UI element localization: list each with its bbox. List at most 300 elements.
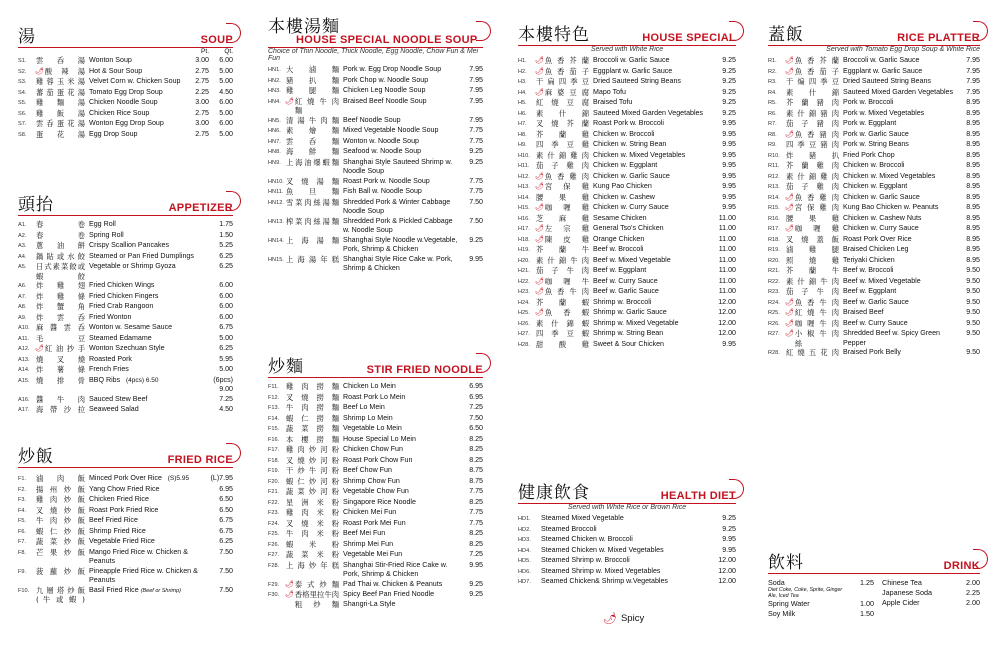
item-code: R22. xyxy=(768,278,780,285)
item-chinese xyxy=(535,130,593,140)
item-name: Mango Fried Rice w. Chicken & Peanuts xyxy=(89,547,188,565)
soup-section xyxy=(18,20,233,140)
item-chinese-text: 九 層 塔 炒 飯 ( 牛 或 蝦 ) xyxy=(36,585,85,604)
chili-icon: 🌶 xyxy=(535,56,544,64)
menu-item xyxy=(768,266,980,277)
item-code: F3. xyxy=(18,497,27,503)
menu-item xyxy=(18,355,233,366)
item-chinese xyxy=(35,56,89,66)
item-name: Pork w. Mixed Vegetables xyxy=(843,108,925,117)
menu-item xyxy=(768,56,980,67)
item-chinese-text: 魚 香 牛 肉 xyxy=(794,297,839,307)
item-code: H8. xyxy=(518,131,527,138)
item-chinese-text: 炸 豬 扒 xyxy=(786,150,839,160)
item-name: Chicken w. Broccoli xyxy=(593,129,655,138)
item-chinese-text: 素 什 錦 雞 肉 xyxy=(536,150,589,160)
item-price: 7.50 xyxy=(219,566,233,575)
menu-item xyxy=(518,577,736,588)
item-name: Broccoli w. Garlic Sauce xyxy=(593,56,670,64)
menu-item xyxy=(518,340,736,351)
menu-item xyxy=(268,403,483,414)
item-chinese-text: 酸 辣 湯 xyxy=(44,66,85,76)
item-chinese xyxy=(285,498,343,508)
item-chinese xyxy=(35,344,89,354)
item-code: HN2. xyxy=(268,77,281,84)
item-price: 7.75 xyxy=(469,176,483,185)
item-name: Vegetable or Shrimp Gyoza xyxy=(89,262,176,270)
chili-icon: 🌶 xyxy=(535,66,544,75)
item-code: F4. xyxy=(18,507,27,514)
item-chinese-text: 魚 香 芥 蘭 xyxy=(794,56,839,65)
item-chinese xyxy=(285,508,343,518)
menu-item xyxy=(18,302,233,313)
menu-item xyxy=(768,109,980,120)
item-code: R16. xyxy=(768,215,780,222)
menu-item xyxy=(18,231,233,242)
item-chinese xyxy=(285,255,343,265)
item-code: H14. xyxy=(518,194,530,201)
item-price-alt: (6pcs) 9.00 xyxy=(213,375,233,393)
item-chinese-text: 咖 喱 雞 xyxy=(544,203,589,212)
menu-item xyxy=(518,266,736,277)
item-name: Shrimp Fried Rice xyxy=(89,526,146,535)
item-chinese-text: 魚 旦 麵 xyxy=(286,187,339,196)
item-chinese-text: 滷 雞 腿 xyxy=(786,245,839,254)
item-name: Chicken Mei Fun xyxy=(343,508,397,516)
item-chinese-text: 叉 燒 撈 麵 xyxy=(286,392,339,402)
item-name: Dried Sauteed String Beans xyxy=(843,77,931,85)
item-price: 9.95 xyxy=(722,129,736,138)
menu-item xyxy=(768,319,980,330)
item-code: R9. xyxy=(768,142,777,148)
item-price: 7.95 xyxy=(469,65,483,73)
item-chinese xyxy=(285,519,343,529)
item-chinese-text: 蝦 米 粉 xyxy=(286,539,339,549)
item-name: Chicken w. String Bean xyxy=(593,140,667,148)
item-chinese xyxy=(35,334,89,344)
item-name: Wonton w. Sesame Sauce xyxy=(89,323,173,331)
menu-item xyxy=(518,193,736,204)
item-name: House Special Lo Mein xyxy=(343,434,416,443)
item-price: 1.75 xyxy=(219,220,233,228)
item-chinese-text: 茄 子 雞 肉 xyxy=(786,182,839,191)
appetizer-list xyxy=(18,220,233,416)
menu-item xyxy=(768,256,980,267)
menu-item xyxy=(18,119,233,130)
item-chinese-text: 醬 牛 肉 xyxy=(36,394,85,404)
item-chinese-text: 照 燒 雞 xyxy=(786,255,839,265)
item-chinese xyxy=(785,329,843,348)
menu-item xyxy=(518,161,736,172)
item-chinese-text: 本 樓 撈 麵 xyxy=(286,434,339,444)
item-chinese-text: 叉 燒 蓋 飯 xyxy=(786,234,839,244)
item-code: HN10. xyxy=(268,178,284,185)
item-chinese-text: 雞 肉 米 粉 xyxy=(286,508,339,517)
hs-list xyxy=(518,56,736,350)
item-code: R2. xyxy=(768,68,777,75)
item-price: 9.25 xyxy=(469,579,483,588)
item-chinese-text: 叉 燒 芥 蘭 xyxy=(536,119,589,128)
item-price: 8.95 xyxy=(966,108,980,117)
item-price: 6.95 xyxy=(469,382,483,390)
item-name: Beef Mei Fun xyxy=(343,529,386,537)
item-chinese xyxy=(285,198,343,208)
item-code: A5. xyxy=(18,264,27,270)
item-price-pt: 2.75 xyxy=(195,77,209,85)
item-chinese xyxy=(535,88,593,98)
item-chinese-text: 揚 州 炒 飯 xyxy=(36,484,85,494)
item-chinese xyxy=(285,236,343,246)
item-code: HD3. xyxy=(518,537,531,543)
item-chinese-text: 芥 蘭 雞 xyxy=(536,129,589,139)
chili-icon: 🌶 xyxy=(285,579,294,588)
menu-item xyxy=(268,198,483,217)
rp-header xyxy=(768,18,980,44)
menu-item xyxy=(518,109,736,120)
item-chinese xyxy=(285,477,343,487)
menu-item xyxy=(518,172,736,183)
item-name: Braised Chicken Leg xyxy=(843,245,909,253)
item-code: R20. xyxy=(768,257,780,264)
chili-icon: 🌶 xyxy=(785,329,794,337)
stirfried-title-cn: 炒麵 xyxy=(268,357,304,377)
appetizer-title-en: APPETIZER xyxy=(168,202,233,214)
item-code: A8. xyxy=(18,304,27,310)
item-name: Chicken w. Garlic Sauce xyxy=(843,192,920,201)
item-price: 12.00 xyxy=(718,577,736,585)
item-chinese xyxy=(535,98,593,108)
friedrice-title-en: FRIED RICE xyxy=(167,454,233,466)
item-chinese xyxy=(535,308,593,318)
item-chinese xyxy=(285,540,343,550)
drink-name: Soy Milk xyxy=(768,609,796,618)
item-name: Wonton Soup xyxy=(89,56,132,64)
item-name: French Fries xyxy=(89,365,129,373)
menu-item xyxy=(18,485,233,496)
item-code: H25. xyxy=(518,310,530,316)
item-name: Mixed Vegetable Noodle Soup xyxy=(343,126,439,134)
item-price-qt: 6.00 xyxy=(219,119,233,127)
item-name: Wonton Szechuan Style xyxy=(89,344,165,352)
item-code: R4. xyxy=(768,89,777,96)
item-name: Roast Pork Fried Rice xyxy=(89,505,159,514)
item-name: Beef w. Broccoli xyxy=(593,245,644,253)
item-chinese xyxy=(785,130,843,140)
item-size-price: (4pcs) 6.50 xyxy=(124,376,159,384)
chili-icon: 🌶 xyxy=(785,129,794,138)
item-name: Beef w. Mixed Vegetable xyxy=(843,276,921,285)
menu-item xyxy=(518,130,736,141)
item-chinese-text: 咖 喱 牛 xyxy=(544,276,589,286)
item-chinese xyxy=(285,177,343,187)
item-price: 8.75 xyxy=(469,466,483,474)
item-name: Steamed Chicken w. Mixed Vegetables xyxy=(541,545,664,554)
item-name: Beef Chow Fun xyxy=(343,466,392,474)
drink-title-en: DRINK xyxy=(943,560,980,572)
item-note: (Beef or Shrimp) xyxy=(140,587,182,594)
item-chinese-text: 牛 肉 撈 麵 xyxy=(286,403,339,412)
item-chinese-text: 炸 薯 條 xyxy=(36,365,85,374)
item-chinese-text: 茄 子 牛 肉 xyxy=(536,266,589,275)
item-chinese xyxy=(785,88,843,98)
item-chinese xyxy=(35,292,89,302)
item-chinese-text: 蕃茄蛋花湯 xyxy=(36,87,85,97)
menu-item xyxy=(268,487,483,498)
item-price: 9.25 xyxy=(722,524,736,533)
item-chinese-text: 甜 酸 雞 xyxy=(536,339,589,349)
item-chinese xyxy=(35,506,89,516)
item-name: Teriyaki Chicken xyxy=(843,255,895,264)
item-chinese xyxy=(785,287,843,297)
item-code: F2. xyxy=(18,486,27,493)
item-chinese xyxy=(535,266,593,276)
item-name: Shredded Pork & Pickled Cabbage w. Noodle Soup xyxy=(343,216,453,234)
item-chinese xyxy=(285,580,343,590)
item-name: Pineapple Fried Rice w. Chicken & Peanuts xyxy=(89,566,198,584)
item-price: 11.00 xyxy=(718,213,736,222)
item-chinese xyxy=(785,77,843,87)
menu-item xyxy=(18,220,233,231)
item-price-qt: 5.00 xyxy=(219,66,233,75)
item-name: Seaweed Salad xyxy=(89,405,139,413)
item-chinese xyxy=(285,76,343,86)
menu-item xyxy=(768,245,980,256)
item-chinese xyxy=(35,548,89,558)
item-price: 8.95 xyxy=(966,150,980,159)
item-price: 9.50 xyxy=(966,308,980,316)
drink-header xyxy=(768,546,980,572)
health-title-cn: 健康飲食 xyxy=(518,483,590,503)
item-chinese xyxy=(535,287,593,297)
item-price: 11.00 xyxy=(718,255,736,264)
health-section xyxy=(518,476,736,588)
menu-item xyxy=(268,177,483,188)
item-code: F26. xyxy=(268,541,280,548)
item-code: H7. xyxy=(518,121,527,127)
rp-list xyxy=(768,56,980,359)
item-chinese-text: 魚 香 芥 蘭 xyxy=(544,56,589,65)
item-chinese-text: 泰 式 炒 麵 xyxy=(294,579,339,589)
menu-item xyxy=(268,540,483,551)
item-price: 8.25 xyxy=(469,529,483,537)
item-name: Beef Lo Mein xyxy=(343,403,385,411)
item-name: Vegetable Mei Fun xyxy=(343,550,403,558)
drink-section xyxy=(768,546,980,619)
item-code: R7. xyxy=(768,121,777,127)
drink-note: Diet Coke, Coke, Sprite, Ginger Ale, Iced Tea xyxy=(768,587,843,599)
drink-price: 2.25 xyxy=(966,588,980,597)
item-name: Beef w. Mixed Vegetable xyxy=(593,255,671,264)
chili-icon: 🌶 xyxy=(535,234,544,243)
item-price-pt: 3.00 xyxy=(195,56,209,64)
item-price: 11.00 xyxy=(718,266,736,274)
item-name: Chicken Lo Mein xyxy=(343,382,396,390)
item-price: 7.50 xyxy=(469,413,483,422)
item-name: Kung Pao Chicken xyxy=(593,182,652,190)
item-chinese xyxy=(285,158,343,168)
item-code: H18. xyxy=(518,236,530,243)
menu-item xyxy=(518,329,736,340)
item-chinese-text: 叉 燒 湯 麵 xyxy=(286,176,339,186)
item-chinese-text: 蝦 仁 撈 麵 xyxy=(286,413,339,423)
item-price: 9.25 xyxy=(469,147,483,155)
item-price: 5.95 xyxy=(219,354,233,363)
item-name: BBQ Ribs (4pcs) 6.50 xyxy=(89,375,159,384)
item-chinese-text: 魚 香 雞 肉 xyxy=(544,171,589,181)
menu-item xyxy=(518,319,736,330)
item-name: Sweet & Sour Chicken xyxy=(593,339,664,348)
menu-item xyxy=(18,313,233,324)
item-chinese xyxy=(285,116,343,126)
chili-icon: 🌶 xyxy=(535,224,544,232)
menu-item xyxy=(768,287,980,298)
menu-item xyxy=(268,382,483,393)
menu-item xyxy=(518,119,736,130)
item-price-pt: 2.75 xyxy=(195,66,209,75)
item-name: Roast Pork Over Rice xyxy=(843,234,912,243)
item-code: R6. xyxy=(768,110,777,117)
item-code: H22. xyxy=(518,278,530,285)
chili-icon: 🌶 xyxy=(785,224,794,232)
soup-title-en: SOUP xyxy=(200,34,233,46)
item-code: F18. xyxy=(268,457,280,464)
hs-header xyxy=(518,18,736,44)
drink-title-cn: 飲料 xyxy=(768,553,804,573)
menu-item xyxy=(768,172,980,183)
item-code: F6. xyxy=(18,528,27,535)
item-price: 8.95 xyxy=(966,140,980,148)
item-chinese-text: 鍋貼或水餃 xyxy=(36,251,85,261)
chili-icon: 🌶 xyxy=(535,276,544,285)
menu-item xyxy=(518,151,736,162)
item-price: 7.75 xyxy=(469,518,483,527)
item-code: F13. xyxy=(268,405,280,411)
chili-icon: 🌶 xyxy=(785,66,794,75)
item-price: 9.95 xyxy=(722,119,736,127)
item-code: F21. xyxy=(268,489,280,495)
item-code: R26. xyxy=(768,320,780,327)
soup-title-cn: 湯 xyxy=(18,27,36,47)
item-price: 9.25 xyxy=(469,235,483,244)
item-chinese-text: 雲 呑 湯 xyxy=(36,56,85,65)
item-name: Pork w. Eggplant xyxy=(843,119,897,127)
item-price: 12.00 xyxy=(718,308,736,316)
chili-icon: 🌶 xyxy=(285,96,294,105)
item-price: 8.95 xyxy=(966,255,980,264)
item-code: F11. xyxy=(268,384,279,390)
item-chinese-text: 紅 燒 五 花 肉 xyxy=(786,348,839,357)
item-chinese-text: 芥 蘭 豬 肉 xyxy=(786,98,839,107)
item-name: Braised Beef xyxy=(843,308,884,316)
item-size-price: (S)5.95 xyxy=(165,475,190,482)
item-chinese-text: 炸 雞 翅 xyxy=(36,281,85,290)
item-price: 11.00 xyxy=(718,224,736,232)
item-name: Steamed Shrimp w. Mixed Vegetables xyxy=(541,566,661,575)
item-name: Steamed Edamame xyxy=(89,333,152,342)
item-chinese xyxy=(535,140,593,150)
item-chinese-text: 左 宗 雞 xyxy=(544,224,589,233)
item-chinese-text: 蝦 仁 炒 河 粉 xyxy=(286,476,339,486)
menu-item xyxy=(768,193,980,204)
item-chinese-text: 榨菜肉絲湯麵 xyxy=(286,216,339,226)
menu-item xyxy=(268,97,483,116)
menu-item xyxy=(768,298,980,309)
item-chinese-text: 春 卷 xyxy=(36,220,85,229)
item-price: 9.25 xyxy=(469,590,483,598)
menu-item xyxy=(268,561,483,580)
menu-item xyxy=(518,514,736,525)
menu-item xyxy=(268,466,483,477)
item-price: 7.50 xyxy=(219,585,233,594)
item-name: Chicken Fried Rice xyxy=(89,495,149,503)
menu-item xyxy=(268,126,483,137)
item-code: A6. xyxy=(18,283,27,289)
item-code: HN8. xyxy=(268,149,281,155)
item-name: Crispy Scallion Pancakes xyxy=(89,241,170,249)
item-price: 8.95 xyxy=(966,213,980,222)
item-price-pt: 3.00 xyxy=(195,98,209,106)
item-chinese xyxy=(535,77,593,87)
menu-item xyxy=(518,567,736,578)
item-price: 6.75 xyxy=(219,323,233,331)
item-name: Vegetable Chow Fun xyxy=(343,487,409,495)
item-name: Steamed Shrimp w. Broccoli xyxy=(541,556,630,564)
item-chinese-text: 腰 果 雞 xyxy=(536,192,589,202)
item-price: 8.25 xyxy=(469,497,483,506)
item-name: Chicken w. Eggplant xyxy=(843,182,908,190)
menu-item xyxy=(18,537,233,548)
chili-icon: 🌶 xyxy=(535,308,544,316)
item-chinese xyxy=(785,140,843,150)
menu-item xyxy=(268,147,483,158)
item-chinese-text: 素 什 錦 牛 肉 xyxy=(536,255,589,265)
menu-item xyxy=(18,344,233,355)
menu-item xyxy=(268,76,483,87)
item-price-qt: 5.00 xyxy=(219,108,233,117)
item-chinese xyxy=(285,424,343,434)
menu-item xyxy=(518,308,736,319)
drink-item xyxy=(882,588,980,598)
pt-label: Pt. xyxy=(201,48,209,55)
menu-item xyxy=(518,525,736,536)
item-name: Pad Thai w. Chicken & Peanuts xyxy=(343,579,443,588)
item-code: HN3. xyxy=(268,88,281,94)
item-chinese xyxy=(35,67,89,77)
item-code: HN14. xyxy=(268,237,284,244)
item-price: 7.95 xyxy=(469,96,483,105)
item-chinese xyxy=(785,266,843,276)
menu-item xyxy=(768,224,980,235)
menu-item xyxy=(18,67,233,78)
item-code: H11. xyxy=(518,163,530,169)
soup-header xyxy=(18,20,233,46)
item-code: A13. xyxy=(18,356,30,363)
item-chinese xyxy=(785,182,843,192)
item-price: 7.75 xyxy=(469,136,483,145)
item-code: R19. xyxy=(768,247,780,253)
stirfried-header xyxy=(268,350,483,376)
item-name: Fried Chicken Wings xyxy=(89,281,155,289)
item-price: 7.95 xyxy=(469,115,483,124)
menu-item xyxy=(518,98,736,109)
item-chinese-text: 雲 呑 麵 xyxy=(286,136,339,146)
item-chinese-text: 豬 扒 麵 xyxy=(286,75,339,85)
item-chinese-text: 素 燴 麵 xyxy=(286,126,339,135)
item-chinese-text: 上海油爆蝦麵 xyxy=(286,157,339,167)
item-price: 8.95 xyxy=(966,171,980,180)
drink-grid xyxy=(768,578,980,619)
item-chinese-text: 干 煸 四 季 豆 xyxy=(786,77,839,86)
